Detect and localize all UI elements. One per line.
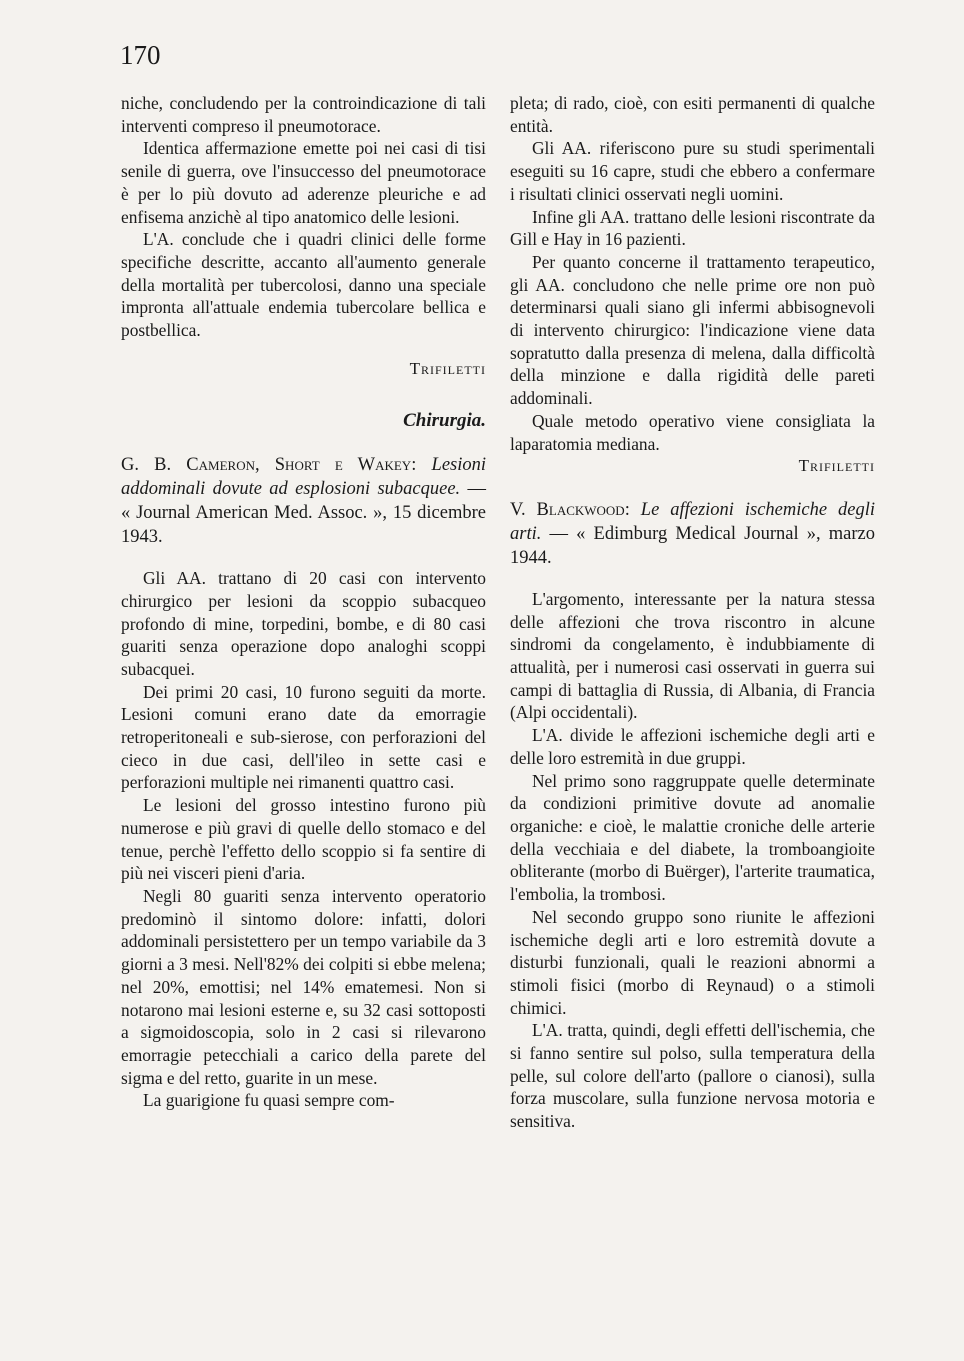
reference-authors: V. Blackwood bbox=[510, 499, 625, 520]
paragraph: La guarigione fu quasi sempre com- bbox=[143, 1090, 395, 1111]
paragraph: Nel secondo gruppo sono riunite le affezioni ischemiche degli arti e loro estremità dovute a disturbi funzionali, quali le reazioni abnormi a stimoli fisici (morbo di Reynaud) o a stimoli chimici. bbox=[510, 906, 875, 1018]
reviewer-signature: Trifiletti bbox=[798, 456, 875, 476]
paragraph: Quale metodo operativo viene consigliata la laparatomia mediana. bbox=[510, 410, 875, 454]
paragraph: niche, concludendo per la controindicazione di tali interventi compreso il pneumotorace. bbox=[121, 93, 486, 136]
reviewer-signature: Trifiletti bbox=[409, 358, 486, 378]
reference-title: Lesioni addominali dovute ad esplosioni subacquee. bbox=[121, 455, 487, 500]
paragraph: L'A. conclude che i quadri clinici delle forme specifiche descritte, accanto all'aumento generale della mortalità per tubercolosi, danno una speciale impronta all'attuale endemia tubercolare bellica e postbellica. bbox=[121, 229, 486, 341]
paragraph: Nel primo sono raggruppate quelle determinate da condizioni primitive dovute ad anomalie organiche: e cioè, le malattie croniche delle arterie della vecchiaia e del diabete, la tromboangioite obliterante (morbo di Buërger), l'arterite traumatica, l'embolia, la trombosi. bbox=[510, 770, 875, 905]
reference-source: — « Journal American Med. Assoc. », 15 dicembre 1943. bbox=[121, 479, 486, 548]
page-number: 170 bbox=[120, 40, 161, 70]
left-column bbox=[121, 92, 486, 1112]
section-title: Chirurgia. bbox=[403, 410, 486, 432]
paragraph: Dei primi 20 casi, 10 furono seguiti da morte. Lesioni comuni erano date da emorragie retroperitoneali e sub-sierose, con perforazioni del cieco in due casi, dell'ileo in sette casi e perforazioni multiple nei rimanenti quattro casi. bbox=[121, 681, 486, 793]
paragraph: L'A. tratta, quindi, degli effetti dell'ischemia, che si fanno sentire sul polso, sulla temperatura della pelle, sul colore dell'arto (pallore o cianosi), sulla forza muscolare, sulla funzione nervosa motoria e sensitiva. bbox=[510, 1020, 875, 1132]
paragraph: pleta; di rado, cioè, con esiti permanenti di qualche entità. bbox=[510, 93, 875, 136]
paragraph: Identica affermazione emette poi nei casi di tisi senile di guerra, ove l'insuccesso del pneumotorace è per lo più dovuto ad aderenze pleuriche e ad enfisema anzichè al tipo anatomico delle lesioni. bbox=[121, 138, 486, 227]
paragraph: Gli AA. trattano di 20 casi con intervento chirurgico per lesioni da scoppio subacqueo profondo di mine, torpedini, bombe, e di 80 casi guariti senza operazione dopo analoghi scoppi subacquei. bbox=[121, 568, 486, 679]
reference-title: Le affezioni ischemiche degli arti. bbox=[510, 499, 875, 544]
paragraph: L'A. divide le affezioni ischemiche degli arti e delle loro estremità in due gruppi. bbox=[510, 725, 875, 768]
article-reference: V. Blackwood: Le affezioni ischemiche degli arti. — « Edimburg Medical Journal », marzo 1944. bbox=[510, 499, 875, 568]
paragraph: L'argomento, interessante per la natura stessa delle affezioni che trova riscontro in alcune sindromi da congelamento, è indubbiamente di attualità, per i numerosi casi osservati in guerra sui campi di battaglia di Russia, di Albania, di Francia (Alpi occidentali). bbox=[510, 588, 875, 723]
reference-authors: G. B. Cameron, Short e Wakey bbox=[121, 455, 412, 476]
right-column bbox=[510, 92, 875, 1133]
paragraph: Per quanto concerne il trattamento terapeutico, gli AA. concludono che nelle prime ore non può determinarsi quali siano gli infermi abbisognevoli di intervento chirurgico: l'indicazione viene data sopratutto dalla presenza di melena, dalla difficoltà della minzione e dalla rigidità delle pareti addominali. bbox=[510, 251, 875, 409]
paragraph: Negli 80 guariti senza intervento operatorio predominò il sintomo dolore: infatti, dolori addominali persistettero per un tempo variabile da 3 giorni a 3 mesi. Nell'82% dei colpiti si ebbe melena; nel 20%, emottisi; nel 14% ematemesi. Non si notarono mai lesioni esterne e, su 32 casi sottoposti a sigmoidoscopia, solo in 2 casi si rilevarono emorragie petecchiali a carico della parete del sigma e del retto, guarite in un mese. bbox=[121, 885, 486, 1088]
paragraph: Gli AA. riferiscono pure su studi sperimentali eseguiti su 16 capre, studi che ebbero a confermare i risultati clinici osservati negli uomini. bbox=[510, 138, 875, 204]
article-reference: G. B. Cameron, Short e Wakey: Lesioni addominali dovute ad esplosioni subacquee. — « Journal American Med. Assoc. », 15 dicembre 1943. bbox=[121, 455, 487, 548]
paragraph: Le lesioni del grosso intestino furono più numerose e più gravi di quelle dello stomaco e del tenue, perchè l'effetto dello scoppio si fa sentire di più nei visceri pieni d'aria. bbox=[121, 795, 486, 884]
reference-source: — « Edimburg Medical Journal », marzo 1944. bbox=[510, 523, 875, 568]
paragraph: Infine gli AA. trattano delle lesioni riscontrate da Gill e Hay in 16 pazienti. bbox=[510, 206, 875, 250]
